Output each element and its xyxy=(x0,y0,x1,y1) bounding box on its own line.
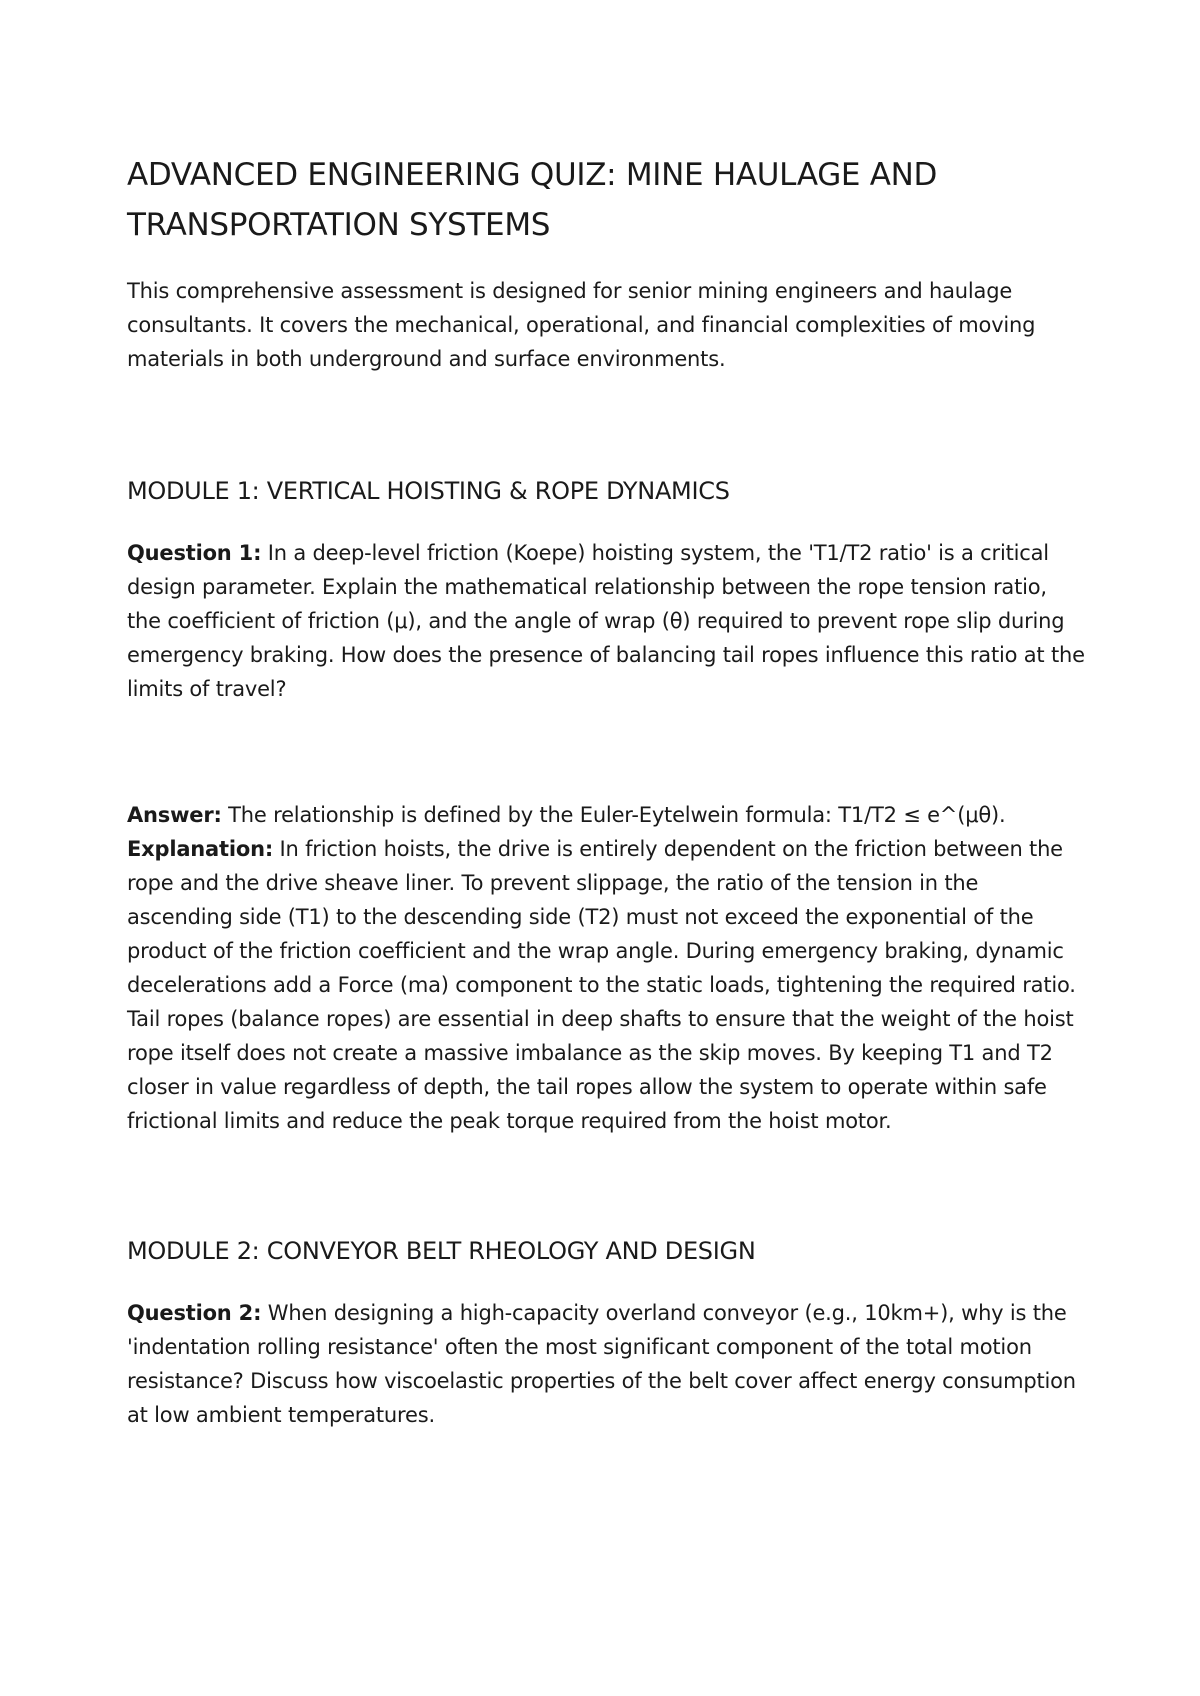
explanation-1-text: In friction hoists, the drive is entirely dependent on the friction between the rope and the drive sheave liner. To prevent slippage, the ratio of the tension in the ascending side (T1) to the descending side (T2) must not exceed the exponential of the product of the friction coefficient and the wrap angle. During emergency braking, dynamic decelerations add a Force (ma) component to the static loads, tightening the required ratio. Tail ropes (balance ropes) are essential in deep shafts to ensure that the weight of the hoist rope itself does not create a massive imbalance as the skip moves. By keeping T1 and T2 closer in value regardless of depth, the tail ropes allow the system to operate within safe frictional limits and reduce the peak torque required from the hoist motor. xyxy=(127,837,1076,1133)
explanation-1-label: Explanation: xyxy=(127,837,274,861)
question-1 xyxy=(127,536,1087,706)
question-2-label: Question 2: xyxy=(127,1301,262,1325)
question-1-text: In a deep-level friction (Koepe) hoisting system, the 'T1/T2 ratio' is a critical design parameter. Explain the mathematical relationship between the rope tension ratio, the coefficient of friction (μ), and the angle of wrap (θ) required to prevent rope slip during emergency braking. How does the presence of balancing tail ropes influence this ratio at the limits of travel? xyxy=(127,541,1085,701)
question-2-text: When designing a high-capacity overland conveyor (e.g., 10km+), why is the 'indentation rolling resistance' often the most significant component of the total motion resistance? Discuss how viscoelastic properties of the belt cover affect energy consumption at low ambient temperatures. xyxy=(127,1301,1076,1427)
question-1-label: Question 1: xyxy=(127,541,262,565)
question-2 xyxy=(127,1296,1087,1432)
intro-paragraph: This comprehensive assessment is designed for senior mining engineers and haulage consultants. It covers the mechanical, operational, and financial complexities of moving materials in both underground and surface environments. xyxy=(127,279,1036,371)
answer-1-text: The relationship is defined by the Euler-Eytelwein formula: T1/T2 ≤ e^(μθ). xyxy=(221,803,1006,827)
answer-1 xyxy=(127,798,1087,1138)
module-2-heading: MODULE 2: CONVEYOR BELT RHEOLOGY AND DESIGN xyxy=(127,1237,756,1265)
document-title: ADVANCED ENGINEERING QUIZ: MINE HAULAGE AND TRANSPORTATION SYSTEMS xyxy=(127,157,938,243)
module-1-heading: MODULE 1: VERTICAL HOISTING & ROPE DYNAMICS xyxy=(127,477,730,505)
answer-1-label: Answer: xyxy=(127,803,222,827)
document-page xyxy=(127,150,1087,1432)
